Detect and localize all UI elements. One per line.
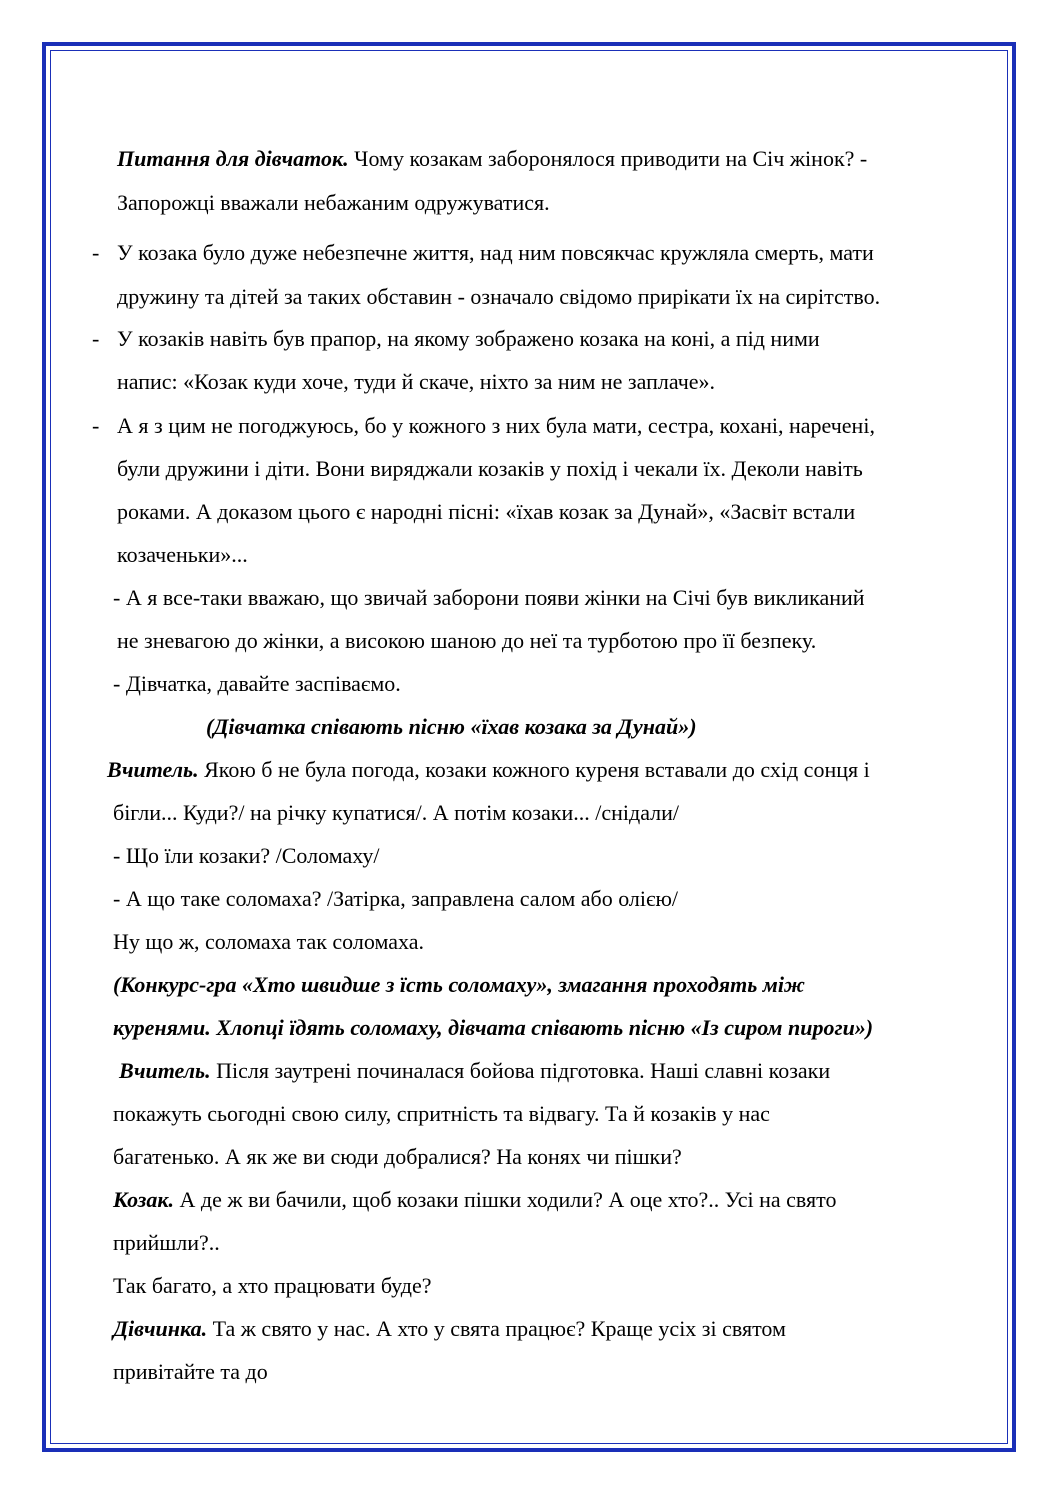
text-line: А де ж ви бачили, щоб козаки пішки ходили? А оце хто?.. Усі на свято	[174, 1187, 837, 1212]
text-line: дружину та дітей за таких обставин - означало свідомо прирікати їх на сирітство.	[117, 284, 881, 309]
stage-direction: куренями. Хлопці їдять соломаху, дівчата співають пісню «Із сиром пироги»)	[113, 1015, 874, 1040]
text-line: Чому козакам заборонялося приводити на Січ жінок? -	[348, 146, 868, 171]
text-line: Ну що ж, соломаха так соломаха.	[113, 929, 424, 954]
text-line: Після заутрені починалася бойова підготовка. Наші славні козаки	[210, 1058, 831, 1083]
text-line: Запорожці вважали небажаним одружуватися.	[117, 190, 550, 215]
text-line: А я з цим не погоджуюсь, бо у кожного з них була мати, сестра, кохані, наречені,	[117, 413, 875, 438]
list-dash: -	[92, 413, 100, 438]
text-line: прийшли?..	[113, 1230, 220, 1255]
speaker-label: Дівчинка.	[113, 1316, 208, 1341]
text-line: бігли... Куди?/ на річку купатися/. А потім козаки... /снідали/	[113, 800, 680, 825]
paragraph-girls-question	[117, 146, 867, 172]
stage-direction: (Дівчатка співають пісню «їхав козака за Дунай»)	[206, 714, 697, 739]
text-line: - Що їли козаки? /Соломаху/	[113, 843, 380, 868]
text-line: Та ж свято у нас. А хто у свята працює? Краще усіх зі святом	[207, 1316, 786, 1341]
text-line: Так багато, а хто працювати буде?	[113, 1273, 432, 1298]
speaker-label: Вчитель.	[119, 1058, 211, 1083]
text-line: напис: «Козак куди хоче, туди й скаче, ніхто за ним не заплаче».	[117, 369, 716, 394]
text-line: У козаків навіть був прапор, на якому зображено козака на коні, а під ними	[117, 326, 820, 351]
text-line: були дружини і діти. Вони виряджали козаків у похід і чекали їх. Деколи навіть	[117, 456, 863, 481]
text-line: - А що таке соломаха? /Затірка, заправлена салом або олією/	[113, 886, 678, 911]
paragraph-girl	[113, 1316, 786, 1342]
speaker-label: Питання для дівчаток.	[117, 146, 349, 171]
text-line: козаченьки»...	[117, 542, 248, 567]
paragraph-kozak	[113, 1187, 836, 1213]
text-line: У козака було дуже небезпечне життя, над ним повсякчас кружляла смерть, мати	[117, 240, 874, 265]
text-line: Якою б не була погода, козаки кожного куреня вставали до схід сонця і	[198, 757, 870, 782]
text-line: - А я все-таки вважаю, що звичай заборони появи жінки на Січі був викликаний	[113, 585, 865, 610]
list-dash: -	[92, 240, 100, 265]
text-line: привітайте та до	[113, 1359, 268, 1384]
text-line: покажуть сьогодні свою силу, спритність та відвагу. Та й козаків у нас	[113, 1101, 770, 1126]
speaker-label: Козак.	[113, 1187, 175, 1212]
paragraph-teacher	[119, 1058, 830, 1084]
text-line: багатенько. А як же ви сюди добралися? На конях чи пішки?	[113, 1144, 682, 1169]
paragraph-teacher	[107, 757, 870, 783]
text-line: не зневагою до жінки, а високою шаною до неї та турботою про її безпеку.	[117, 628, 817, 653]
speaker-label: Вчитель.	[107, 757, 199, 782]
list-dash: -	[92, 326, 100, 351]
text-line: роками. А доказом цього є народні пісні: «їхав козак за Дунай», «Засвіт встали	[117, 499, 856, 524]
stage-direction: (Конкурс-гра «Хто швидше з їсть соломаху», змагання проходять між	[113, 972, 805, 997]
text-line: - Дівчатка, давайте заспіваємо.	[113, 671, 401, 696]
